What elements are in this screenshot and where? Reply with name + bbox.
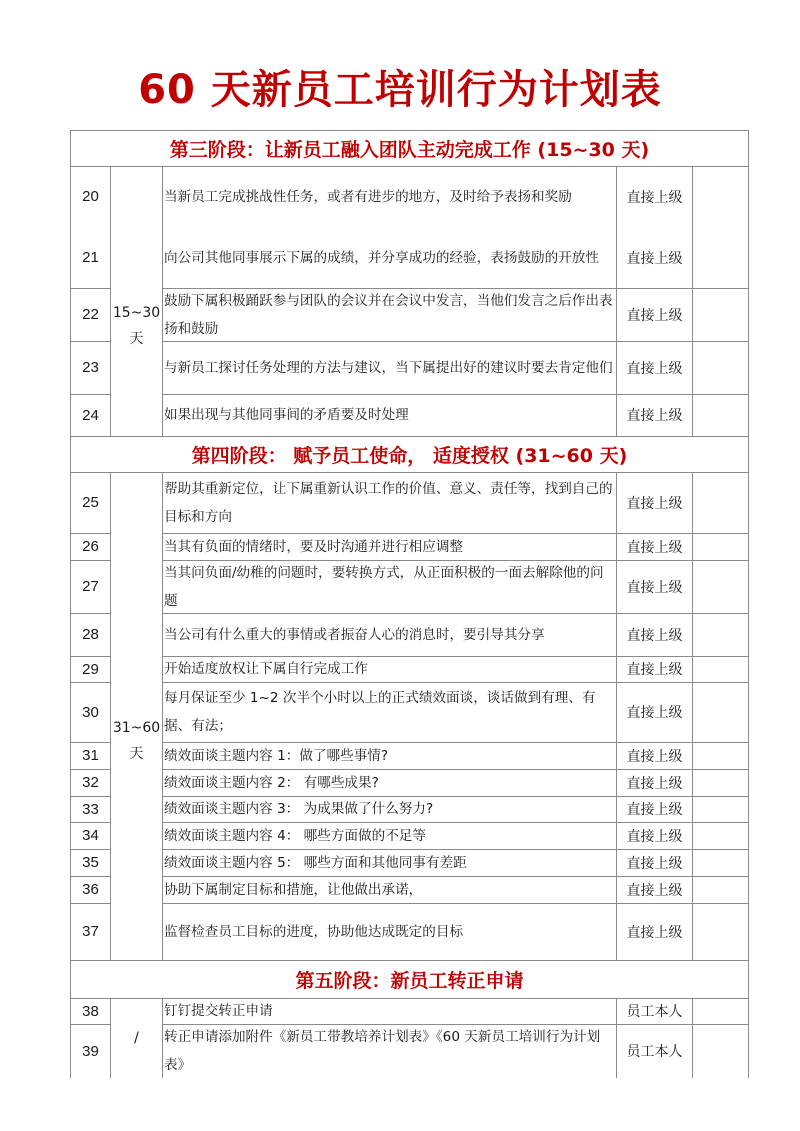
table-row [70,796,749,822]
row-description: 帮助其重新定位，让下属重新认识工作的价值、意义、责任等，找到自己的目标和方向 [162,472,616,533]
table-row [70,769,749,796]
section-heading-stage5: 第五阶段：新员工转正申请 [70,960,749,998]
row-description: 监督检查员工目标的进度，协助他达成既定的目标 [162,903,616,960]
row-number: 27 [70,560,110,613]
row-description: 开始适度放权让下属自行完成工作 [162,656,616,682]
row-remark [692,341,749,394]
row-number: 21 [70,227,110,288]
row-number: 37 [70,903,110,960]
row-number: 25 [70,472,110,533]
table-row [70,613,749,656]
table-row [70,822,749,849]
period-unit: 天 [129,746,144,762]
row-number: 38 [70,998,110,1024]
section-heading-stage3: 第三阶段：让新员工融入团队主动完成工作 (15~30 天) [70,130,749,166]
row-owner: 直接上级 [616,769,692,796]
row-description: 当其问负面/幼稚的问题时，要转换方式，从正面积极的一面去解除他的问题 [162,560,616,613]
row-number: 32 [70,769,110,796]
row-description: 向公司其他同事展示下属的成绩，并分享成功的经验，表扬鼓励的开放性 [162,227,616,288]
row-remark [692,288,749,341]
row-number: 28 [70,613,110,656]
period-unit: 天 [129,331,144,347]
row-owner: 直接上级 [616,166,692,227]
row-owner: 直接上级 [616,341,692,394]
row-remark [692,227,749,288]
row-owner: 直接上级 [616,227,692,288]
row-owner: 直接上级 [616,682,692,742]
row-description: 绩效面谈主题内容 2： 有哪些成果? [162,769,616,796]
row-number: 22 [70,288,110,341]
row-owner: 员工本人 [616,1024,692,1078]
row-owner: 直接上级 [616,822,692,849]
row-description: 鼓励下属积极踊跃参与团队的会议并在会议中发言，当他们发言之后作出表扬和鼓励 [162,288,616,341]
table-row [70,903,749,960]
table-row [70,849,749,876]
row-owner: 直接上级 [616,849,692,876]
row-remark [692,394,749,436]
row-number: 29 [70,656,110,682]
table-row [70,166,749,227]
row-remark [692,849,749,876]
table-row [70,656,749,682]
period-cell-stage4 [110,472,162,960]
row-owner: 直接上级 [616,472,692,533]
row-number: 20 [70,166,110,227]
table-row [70,394,749,436]
row-owner: 直接上级 [616,288,692,341]
table-row [70,288,749,341]
row-remark [692,742,749,769]
row-description: 转正申请添加附件《新员工带教培养计划表》《60 天新员工培训行为计划表》 [162,1024,616,1078]
row-owner: 直接上级 [616,903,692,960]
row-remark [692,166,749,227]
row-description: 绩效面谈主题内容 3： 为成果做了什么努力? [162,796,616,822]
table-row [70,472,749,533]
section-heading-stage4: 第四阶段： 赋予员工使命， 适度授权 (31~60 天) [70,436,749,472]
period-range: 15~30 [112,305,161,321]
row-remark [692,822,749,849]
row-description: 如果出现与其他同事间的矛盾要及时处理 [162,394,616,436]
table-row [70,227,749,288]
period-cell-stage5 [110,998,162,1078]
row-owner: 直接上级 [616,394,692,436]
row-description: 与新员工探讨任务处理的方法与建议，当下属提出好的建议时要去肯定他们 [162,341,616,394]
row-remark [692,560,749,613]
row-description: 协助下属制定目标和措施，让他做出承诺， [162,876,616,903]
row-number: 39 [70,1024,110,1078]
row-description: 当公司有什么重大的事情或者振奋人心的消息时，要引导其分享 [162,613,616,656]
row-remark [692,1024,749,1078]
table-row [70,876,749,903]
row-number: 31 [70,742,110,769]
row-description: 当新员工完成挑战性任务，或者有进步的地方，及时给予表扬和奖励 [162,166,616,227]
row-remark [692,682,749,742]
row-remark [692,876,749,903]
row-remark [692,998,749,1024]
row-description: 钉钉提交转正申请 [162,998,616,1024]
row-owner: 直接上级 [616,656,692,682]
table-row [70,533,749,560]
row-owner: 直接上级 [616,533,692,560]
row-number: 35 [70,849,110,876]
row-owner: 直接上级 [616,796,692,822]
row-owner: 员工本人 [616,998,692,1024]
row-number: 36 [70,876,110,903]
row-owner: 直接上级 [616,742,692,769]
row-number: 26 [70,533,110,560]
row-remark [692,656,749,682]
row-description: 每月保证至少 1~2 次半个小时以上的正式绩效面谈，谈话做到有理、有据、有法； [162,682,616,742]
table-row [70,1024,749,1078]
row-owner: 直接上级 [616,613,692,656]
table-row [70,742,749,769]
row-description: 绩效面谈主题内容 5： 哪些方面和其他同事有差距 [162,849,616,876]
document-title: 60 天新员工培训行为计划表 [138,67,662,113]
row-description: 当其有负面的情绪时，要及时沟通并进行相应调整 [162,533,616,560]
period-range: / [134,1030,139,1046]
period-cell-stage3 [110,166,162,436]
table-row [70,682,749,742]
row-number: 24 [70,394,110,436]
period-range: 31~60 [112,720,161,736]
row-number: 23 [70,341,110,394]
row-description: 绩效面谈主题内容 1：做了哪些事情? [162,742,616,769]
row-remark [692,472,749,533]
row-number: 33 [70,796,110,822]
row-remark [692,796,749,822]
row-owner: 直接上级 [616,560,692,613]
row-number: 30 [70,682,110,742]
table-row [70,341,749,394]
row-owner: 直接上级 [616,876,692,903]
row-remark [692,903,749,960]
row-description: 绩效面谈主题内容 4： 哪些方面做的不足等 [162,822,616,849]
row-remark [692,613,749,656]
table-row [70,998,749,1024]
row-remark [692,533,749,560]
row-remark [692,769,749,796]
row-number: 34 [70,822,110,849]
table-row [70,560,749,613]
